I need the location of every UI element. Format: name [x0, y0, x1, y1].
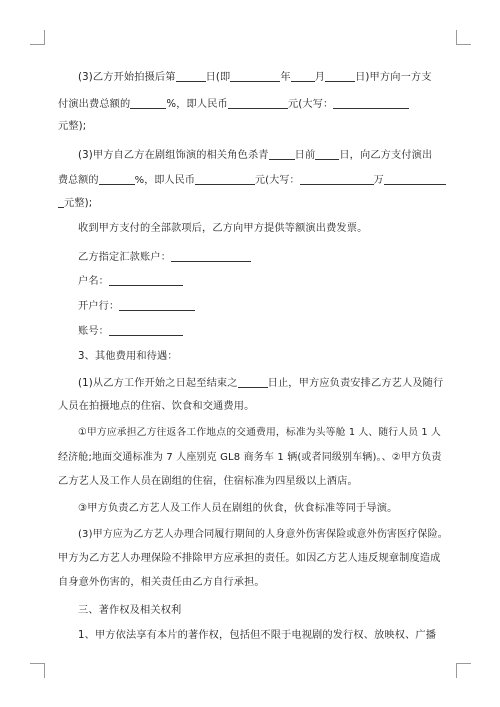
- paragraph-line: [58, 400, 254, 414]
- paragraph-line: [58, 97, 409, 112]
- text-run: (1)从乙方工作开始之日起至结束之: [78, 378, 238, 389]
- blank-underline: [176, 70, 206, 82]
- text-run: 付演出费总额的: [58, 99, 131, 110]
- paragraph-line: [78, 222, 367, 236]
- field-label: 开户行：: [78, 301, 120, 312]
- bank-line: [78, 299, 195, 314]
- account-name-line: [78, 274, 183, 289]
- text-run: (3)甲方应为乙方艺人办理合同履行期间的人身意外伤害保险或意外伤害医疗保险。: [78, 529, 448, 540]
- paragraph-line: [58, 173, 446, 188]
- paragraph-line: [58, 451, 442, 465]
- text-run: ③甲方负责乙方艺人及工作人员在剧组的伙食，伙食标准等同于导演。: [78, 503, 398, 514]
- text-run: 元(大写：: [287, 99, 334, 110]
- blank-underline: [171, 250, 251, 262]
- blank-underline: [230, 70, 280, 82]
- text-run: 自身意外伤害的，相关责任由乙方自行承担。: [58, 577, 265, 588]
- field-label: 户名：: [78, 276, 110, 287]
- text-run: 日止，甲方应负责安排乙方艺人及随行: [267, 378, 444, 389]
- text-run: %，即人民币: [134, 175, 196, 186]
- blank-underline: [109, 274, 183, 286]
- blank-underline: [109, 324, 183, 336]
- text-run: 日(即: [205, 72, 231, 83]
- text-run: 元整);: [64, 198, 93, 209]
- field-label: 乙方指定汇款账户：: [78, 252, 172, 263]
- paragraph-line: [78, 528, 448, 542]
- text-run: %，即人民币: [166, 99, 228, 110]
- blank-underline: [291, 70, 315, 82]
- blank-underline: [315, 148, 339, 160]
- paragraph-line: [78, 502, 397, 516]
- text-run: (3)甲方自乙方在剧组饰演的相关角色杀青: [78, 150, 269, 161]
- text-run: 万: [373, 175, 384, 186]
- paragraph-line: [58, 120, 86, 134]
- paragraph-line: [58, 576, 265, 590]
- blank-underline: [195, 173, 255, 185]
- blank-underline: [384, 173, 446, 185]
- blank-underline: [238, 376, 268, 388]
- blank-underline: [300, 173, 374, 185]
- blank-underline: [130, 97, 166, 109]
- paragraph-line: [58, 475, 358, 489]
- paragraph-line: [58, 552, 440, 566]
- account-number-line: [78, 324, 183, 339]
- text-run: 日)甲方向一方支: [355, 72, 432, 83]
- blank-underline: [99, 173, 135, 185]
- text-run: 经济舱;地面交通标准为 7 人座别克 GL8 商务车 1 辆(或者同级别车辆)。、②甲方负责: [58, 452, 442, 463]
- section-heading: [78, 604, 181, 618]
- paragraph-line: [78, 426, 441, 440]
- text-run: 3、其他费用和待遇：: [78, 351, 178, 362]
- paragraph-line: [58, 196, 92, 211]
- crop-mark-bottom-left: [30, 663, 45, 678]
- text-run: 年: [280, 72, 291, 83]
- crop-mark-bottom-right: [456, 663, 471, 678]
- text-run: ①甲方应承担乙方往返各工作地点的交通费用，标准为头等舱 1 人、随行人员 1 人: [78, 427, 442, 438]
- text-run: 乙方艺人及工作人员在剧组的住宿，住宿标准为四星级以上酒店。: [58, 476, 358, 487]
- field-label: 账号：: [78, 326, 110, 337]
- blank-underline: [119, 299, 195, 311]
- blank-underline: [269, 148, 295, 160]
- paragraph-line: [78, 148, 432, 163]
- blank-underline: [325, 70, 355, 82]
- text-run: 收到甲方支付的全部款项后，乙方向甲方提供等额演出费发票。: [78, 223, 368, 234]
- text-run: 日前: [294, 150, 316, 161]
- text-run: 元(大写：: [255, 175, 300, 186]
- crop-mark-top-right: [456, 30, 471, 45]
- crop-mark-top-left: [30, 30, 45, 45]
- blank-underline: [333, 97, 409, 109]
- account-line: [78, 250, 251, 265]
- text-run: 三、著作权及相关权利: [78, 605, 182, 616]
- text-run: 日，向乙方支付演出: [339, 150, 433, 161]
- paragraph-line: [78, 376, 443, 391]
- blank-underline: [228, 97, 288, 109]
- text-run: 费总额的: [58, 175, 99, 186]
- text-run: 1、甲方依法享有本片的著作权，包括但不限于电视剧的发行权、放映权、广播: [78, 630, 437, 641]
- section-heading: [78, 350, 178, 364]
- paragraph-line: [78, 629, 436, 643]
- text-run: 人员在拍摄地点的住宿、饮食和交通费用。: [58, 401, 255, 412]
- text-run: 元整);: [58, 121, 87, 132]
- text-run: 月: [314, 72, 326, 83]
- paragraph-line: [78, 70, 432, 85]
- text-run: 甲方为乙方艺人办理保险不排除甲方应承担的责任。如因乙方艺人违反规章制度造成: [58, 553, 441, 564]
- text-run: (3)乙方开始拍摄后第: [78, 72, 176, 83]
